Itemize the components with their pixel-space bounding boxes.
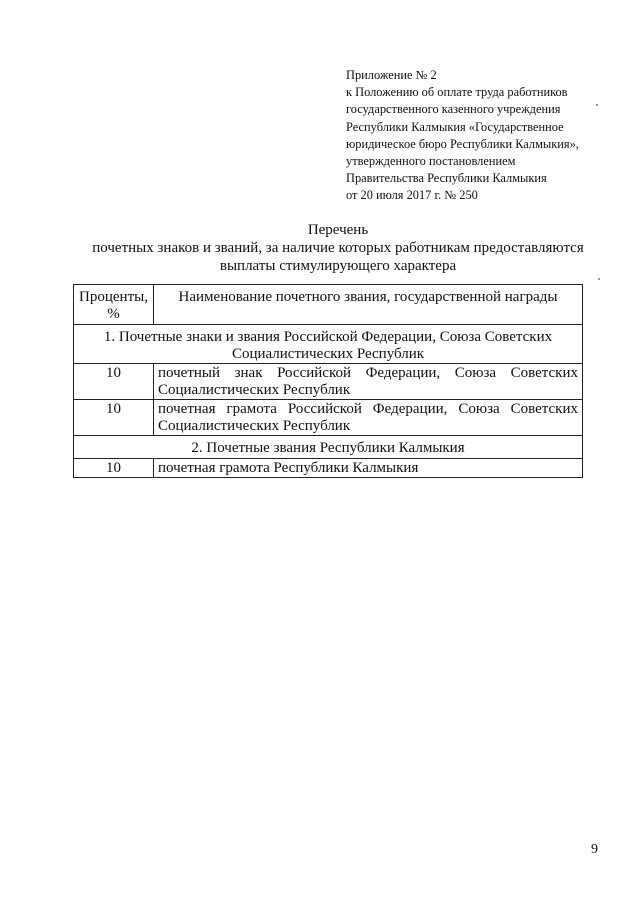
table-row bbox=[74, 458, 583, 478]
appendix-line: к Положению об оплате труда работников bbox=[346, 85, 568, 100]
appendix-note bbox=[346, 67, 626, 205]
row-name: почетная грамота Российской Федерации, Союза Советских Социалистических Республик bbox=[154, 400, 583, 436]
table-header-row bbox=[74, 285, 583, 325]
scan-speck bbox=[596, 104, 598, 106]
table-row bbox=[74, 400, 583, 436]
row-name: почетный знак Российской Федерации, Союза Советских Социалистических Республик bbox=[154, 364, 583, 400]
awards-table bbox=[73, 284, 583, 478]
section-title: 2. Почетные звания Республики Калмыкия bbox=[74, 436, 583, 459]
section-title: 1. Почетные знаки и звания Российской Федерации, Союза Советских Социалистических Республик bbox=[74, 325, 583, 364]
section-row bbox=[74, 436, 583, 459]
row-percent: 10 bbox=[74, 364, 154, 400]
appendix-line: юридическое бюро Республики Калмыкия», bbox=[346, 136, 579, 151]
document-subtitle-line-1: почетных знаков и званий, за наличие которых работникам предоставляются bbox=[92, 240, 584, 256]
appendix-line: утвержденного постановлением bbox=[346, 154, 516, 169]
header-name: Наименование почетного звания, государственной награды bbox=[154, 285, 583, 325]
section-row bbox=[74, 325, 583, 364]
appendix-line: государственного казенного учреждения bbox=[346, 102, 561, 117]
appendix-line: Республики Калмыкия «Государственное bbox=[346, 119, 564, 134]
row-percent: 10 bbox=[74, 458, 154, 478]
document-heading bbox=[60, 221, 616, 275]
appendix-line: Приложение № 2 bbox=[346, 68, 437, 82]
document-subtitle-line-2: выплаты стимулирующего характера bbox=[219, 258, 457, 274]
header-percent: Проценты, % bbox=[74, 285, 154, 325]
appendix-line: Правительства Республики Калмыкия bbox=[346, 171, 547, 186]
appendix-line: от 20 июля 2017 г. № 250 bbox=[346, 188, 478, 203]
document-title: Перечень bbox=[307, 222, 369, 238]
row-percent: 10 bbox=[74, 400, 154, 436]
row-name: почетная грамота Республики Калмыкия bbox=[154, 458, 583, 478]
page-number: 9 bbox=[591, 842, 598, 857]
scan-speck bbox=[598, 278, 600, 280]
table-row bbox=[74, 364, 583, 400]
